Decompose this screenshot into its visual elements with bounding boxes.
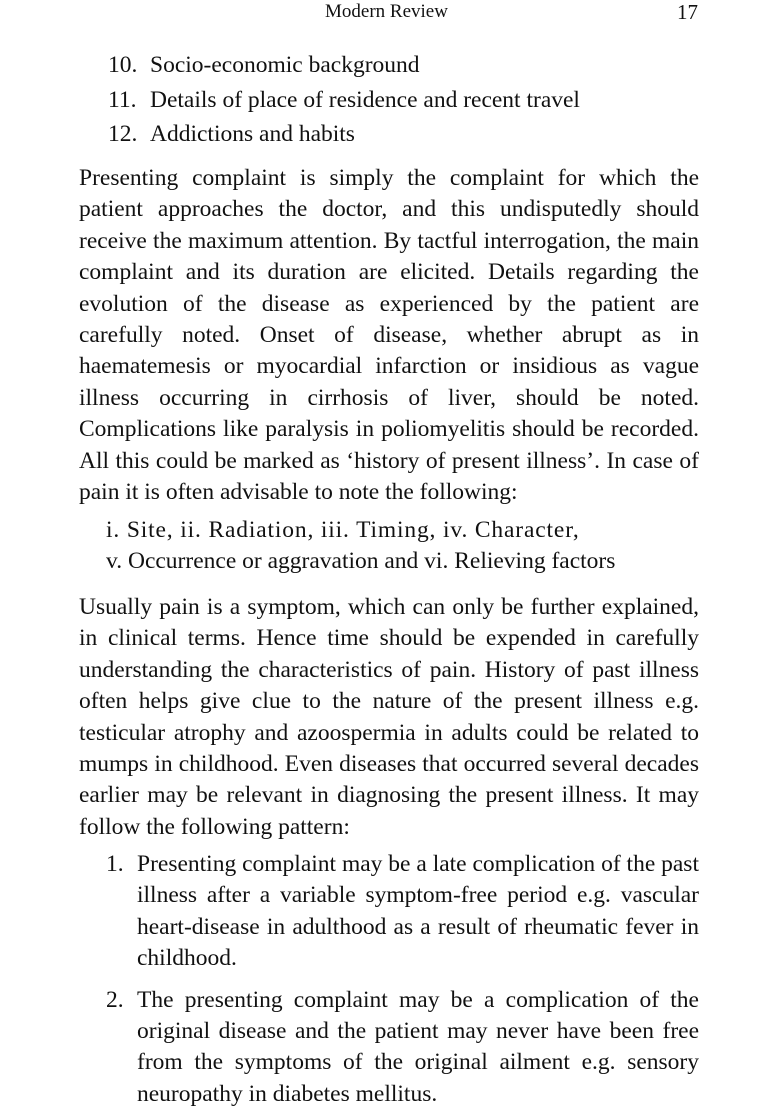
list-item-number: 12. [108,121,138,147]
list-item-number: 10. [108,52,138,78]
list-item-text: The presenting complaint may be a complication of the original disease and the patient may never have been free from the symptoms of the original ailment e.g. sensory neuropathy in diabetes mellitus. [137,986,699,1107]
page-header [0,0,780,24]
illness-pattern-list [106,849,699,1110]
pain-factors-line: v. Occurrence or aggravation and vi. Relieving factors [106,548,616,575]
list-item [108,48,580,83]
list-item-text: Presenting complaint may be a late complication of the past illness after a variable symptom-free period e.g. vascular heart-disease in adulthood as a result of rheumatic fever in childhood. [137,851,699,972]
list-item-number: 1. [106,851,124,877]
history-items-list [108,48,580,152]
pain-factors-list [106,515,615,578]
list-item [106,985,699,1110]
presenting-complaint-paragraph: Presenting complaint is simply the complaint for which the patient approaches the doctor, and this undisputedly should receive the maximum attention. By tactful interrogation, the main complaint and its duration are elicited. Details regarding the evolution of the disease as experienced by the patient are carefully noted. Onset of disease, whether abrupt as in haematemesis or myocardial infarction or insidious as vague illness occurring in cirrhosis of liver, should be noted. Complications like paralysis in poliomyelitis should be recorded. All this could be marked as ‘history of present illness’. In case of pain it is often advisable to note the following: [79,165,699,506]
page-number: 17 [677,0,698,24]
list-item-number: 2. [106,986,124,1013]
list-item [108,117,580,152]
list-item [106,849,699,975]
pain-factors-line: i. Site, ii. Radiation, iii. Timing, iv. Character, [106,517,580,543]
list-item-text: Socio-economic background [150,52,420,78]
list-item [108,83,580,118]
list-item-number: 11. [108,86,137,113]
running-title: Modern Review [325,1,448,22]
pain-symptom-paragraph: Usually pain is a symptom, which can only be further explained, in clinical terms. Hence time should be expended in carefully understanding the characteristics of pain. History of past illness often helps give clue to the nature of the present illness e.g. testicular atrophy and azoospermia in adults could be related to mumps in childhood. Even diseases that occurred several decades earlier may be relevant in diagnosing the present illness. It may follow the following pattern: [79,594,699,840]
list-item-text: Details of place of residence and recent travel [150,86,580,113]
list-item-text: Addictions and habits [150,121,355,147]
